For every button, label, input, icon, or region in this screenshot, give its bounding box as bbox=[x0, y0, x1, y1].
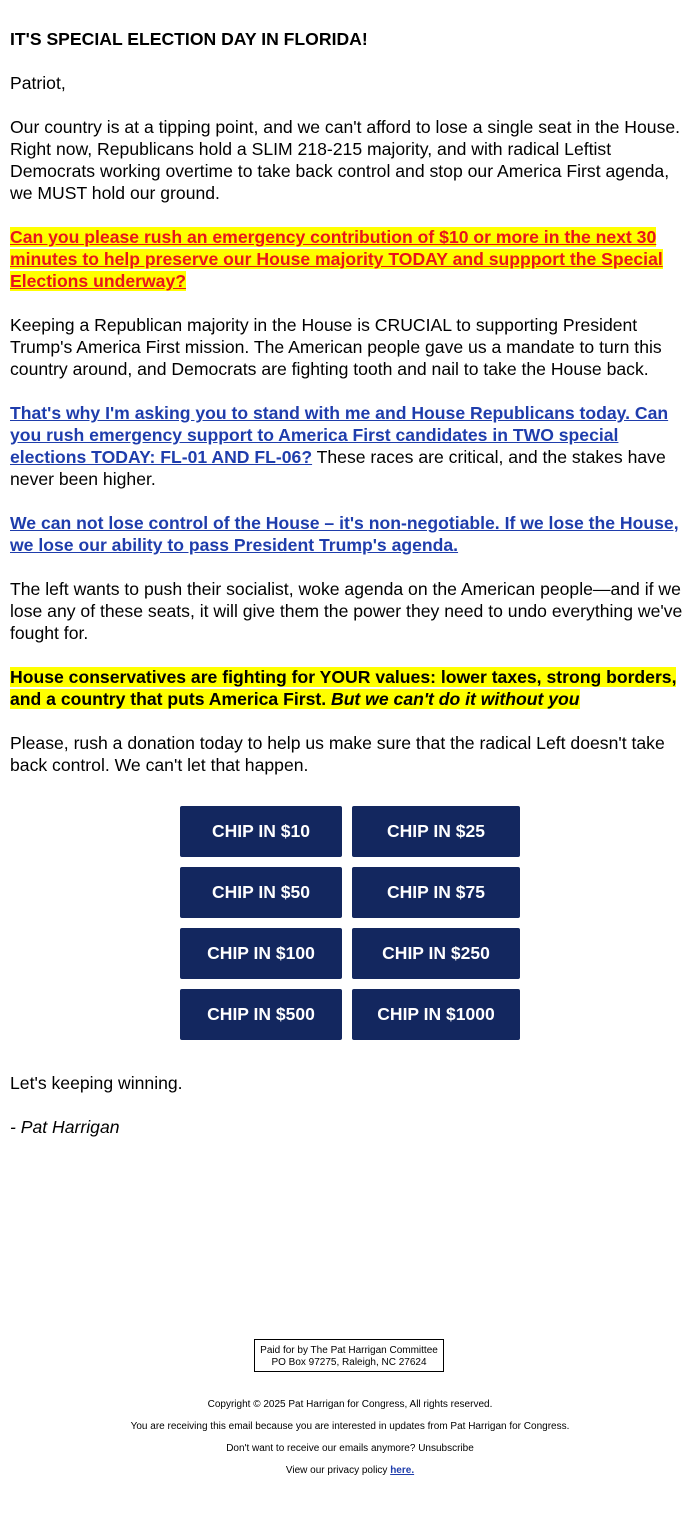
chip-in-100-button[interactable]: CHIP IN $100 bbox=[180, 928, 342, 979]
chip-in-250-button[interactable]: CHIP IN $250 bbox=[352, 928, 520, 979]
paragraph-mission: Keeping a Republican majority in the House is CRUCIAL to supporting President Trump's America First mission. The American people gave us a mandate to turn this country around, and Democrats are fighting tooth and nail to take the House back. bbox=[10, 315, 662, 379]
email-body bbox=[10, 28, 692, 798]
chip-in-25-button[interactable]: CHIP IN $25 bbox=[352, 806, 520, 857]
paragraph-values bbox=[10, 666, 692, 710]
values-italic-text: But we can't do it without you bbox=[330, 689, 580, 709]
paragraph-special-elections bbox=[10, 402, 692, 490]
closing-line: Let's keeping winning. bbox=[10, 1073, 183, 1093]
button-row bbox=[180, 989, 521, 1040]
disclaimer-line-1: Paid for by The Pat Harrigan Committee bbox=[260, 1345, 438, 1356]
headline: IT'S SPECIAL ELECTION DAY IN FLORIDA! bbox=[10, 29, 368, 49]
ask-paragraph bbox=[10, 226, 692, 292]
paragraph-rush-donation: Please, rush a donation today to help us make sure that the radical Left doesn't take back control. We can't let that happen. bbox=[10, 733, 665, 775]
donation-button-grid bbox=[180, 806, 521, 1050]
privacy-prefix: View our privacy policy bbox=[285, 1465, 391, 1476]
greeting: Patriot, bbox=[10, 73, 66, 93]
privacy-line bbox=[0, 1465, 700, 1477]
chip-in-1000-button[interactable]: CHIP IN $1000 bbox=[352, 989, 520, 1040]
closing bbox=[10, 1072, 183, 1160]
paragraph-majority: Our country is at a tipping point, and we can't afford to lose a single seat in the House. Right now, Republicans hold a SLIM 218-215 majority, and with radical Leftist Democrats working overtime to take back control and stop our America First agenda, we MUST hold our ground. bbox=[10, 117, 681, 203]
button-row bbox=[180, 928, 521, 979]
special-elections-link[interactable]: That's why I'm asking you to stand with me and House Republicans today. Can you rush emergency support to America First candidates in TWO special elections TODAY: FL-01 AND FL-06? bbox=[10, 403, 669, 467]
values-highlight bbox=[10, 667, 676, 709]
button-row bbox=[180, 806, 521, 857]
chip-in-500-button[interactable]: CHIP IN $500 bbox=[180, 989, 342, 1040]
chip-in-75-button[interactable]: CHIP IN $75 bbox=[352, 867, 520, 918]
chip-in-50-button[interactable]: CHIP IN $50 bbox=[180, 867, 342, 918]
disclaimer-line-2: PO Box 97275, Raleigh, NC 27624 bbox=[271, 1357, 427, 1368]
emergency-ask-link[interactable]: Can you please rush an emergency contribution of $10 or more in the next 30 minutes to help preserve our House majority TODAY and suppport the Special Elections underway? bbox=[10, 227, 663, 291]
button-row bbox=[180, 867, 521, 918]
chip-in-10-button[interactable]: CHIP IN $10 bbox=[180, 806, 342, 857]
unsubscribe-text[interactable]: Don't want to receive our emails anymore? Unsubscribe bbox=[226, 1443, 474, 1454]
footer bbox=[0, 1399, 700, 1487]
paragraph-house-control bbox=[10, 512, 692, 556]
paragraph-special-elections-tail: These races are critical, and the stakes have never been higher. bbox=[10, 447, 666, 489]
values-bold-text: House conservatives are fighting for YOUR values: lower taxes, strong borders, and a country that puts America First. bbox=[10, 667, 677, 709]
paragraph-left-agenda: The left wants to push their socialist, woke agenda on the American people—and if we lose any of these seats, it will give them the power they need to undo everything we've fought for. bbox=[10, 579, 683, 643]
house-control-link[interactable]: We can not lose control of the House – it's non-negotiable. If we lose the House, we lose our ability to pass President Trump's agenda. bbox=[10, 513, 679, 555]
privacy-policy-link[interactable]: here. bbox=[390, 1465, 415, 1476]
signature: - Pat Harrigan bbox=[10, 1117, 120, 1137]
paid-for-disclaimer bbox=[254, 1339, 444, 1372]
subscription-reason: You are receiving this email because you are interested in updates from Pat Harrigan for Congress. bbox=[130, 1421, 570, 1432]
copyright-text: Copyright © 2025 Pat Harrigan for Congress, All rights reserved. bbox=[207, 1399, 493, 1410]
